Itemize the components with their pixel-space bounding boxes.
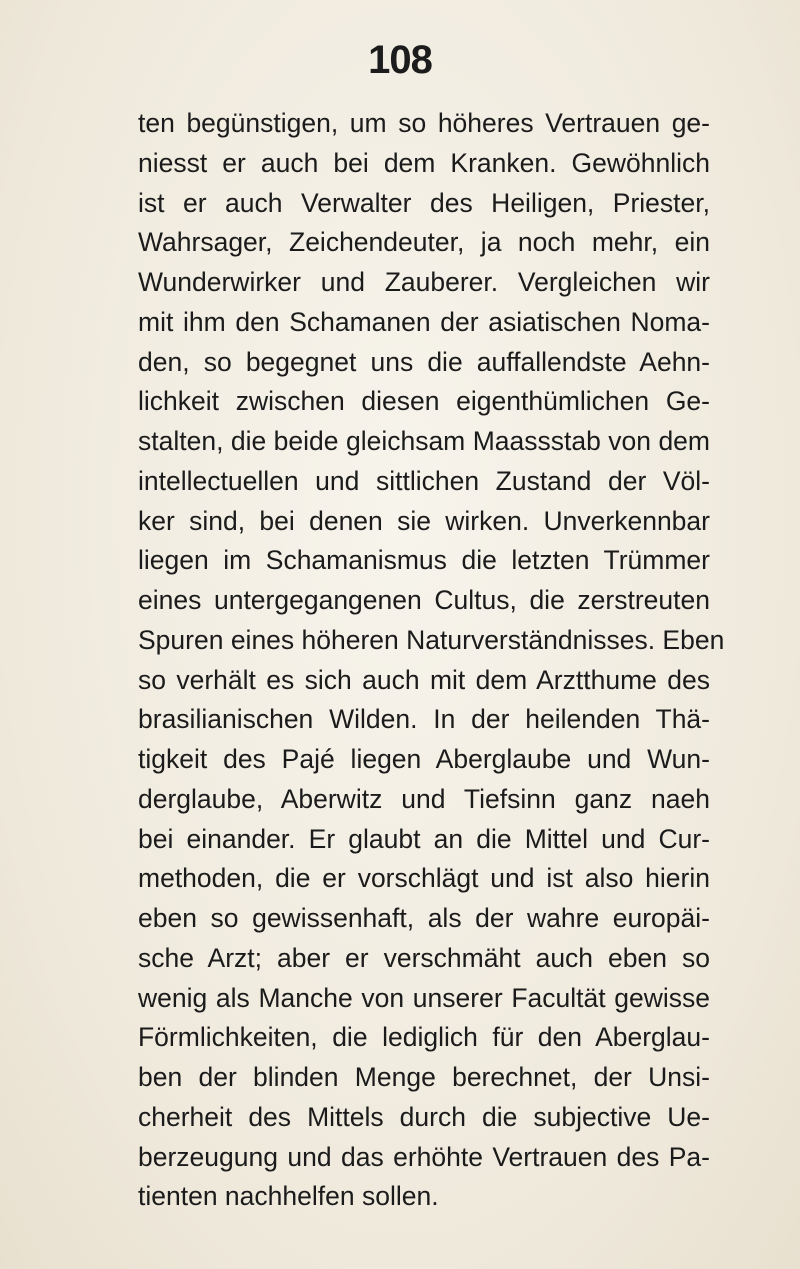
- text-line: Wahrsager, Zeichendeuter, ja noch mehr, ein: [138, 227, 710, 258]
- text-line: cherheit des Mittels durch die subjective Ue-: [138, 1101, 710, 1132]
- text-line-last: tienten nachhelfen sollen.: [138, 1181, 439, 1212]
- text-line: methoden, die er vorschlägt und ist also hierin: [138, 863, 710, 894]
- text-line: niesst er auch bei dem Kranken. Gewöhnlich: [138, 147, 710, 178]
- text-line: den, so begegnet uns die auffallendste Aehn-: [138, 346, 710, 377]
- text-line: derglaube, Aberwitz und Tiefsinn ganz naeh: [138, 783, 710, 814]
- text-line: bei einander. Er glaubt an die Mittel und Cur-: [138, 823, 710, 854]
- body-text: [138, 104, 725, 1217]
- text-line: brasilianischen Wilden. In der heilenden Thä-: [138, 704, 710, 735]
- text-line: wenig als Manche von unserer Facultät gewisse: [138, 982, 710, 1013]
- text-line: intellectuellen und sittlichen Zustand der Völ-: [138, 465, 710, 496]
- text-line: berzeugung und das erhöhte Vertrauen des Pa-: [138, 1141, 710, 1172]
- text-line: ker sind, bei denen sie wirken. Unverkennbar: [138, 505, 710, 536]
- text-line: lichkeit zwischen diesen eigenthümlichen Ge-: [138, 386, 710, 417]
- text-line: so verhält es sich auch mit dem Arztthume des: [138, 664, 710, 695]
- text-line: ben der blinden Menge berechnet, der Unsi-: [138, 1062, 710, 1092]
- text-line: sche Arzt; aber er verschmäht auch eben so: [138, 942, 710, 973]
- text-line: ten begünstigen, um so höheres Vertrauen ge-: [138, 108, 710, 138]
- text-line: liegen im Schamanismus die letzten Trümmer: [138, 545, 710, 576]
- text-line: tigkeit des Pajé liegen Aberglaube und Wun-: [138, 744, 710, 774]
- text-line: Wunderwirker und Zauberer. Vergleichen wir: [138, 267, 710, 297]
- page-number: 108: [368, 38, 432, 82]
- text-line: Spuren eines höheren Naturverständnisses. Eben: [138, 624, 725, 655]
- text-line: eben so gewissenhaft, als der wahre europäi-: [138, 903, 710, 933]
- text-line: ist er auch Verwalter des Heiligen, Priester,: [138, 187, 710, 218]
- text-line: Förmlichkeiten, die lediglich für den Aberglau-: [138, 1022, 710, 1053]
- text-line: eines untergegangenen Cultus, die zerstreuten: [138, 585, 710, 615]
- text-line: mit ihm den Schamanen der asiatischen Noma-: [138, 306, 710, 337]
- text-line: stalten, die beide gleichsam Maassstab von dem: [138, 426, 710, 456]
